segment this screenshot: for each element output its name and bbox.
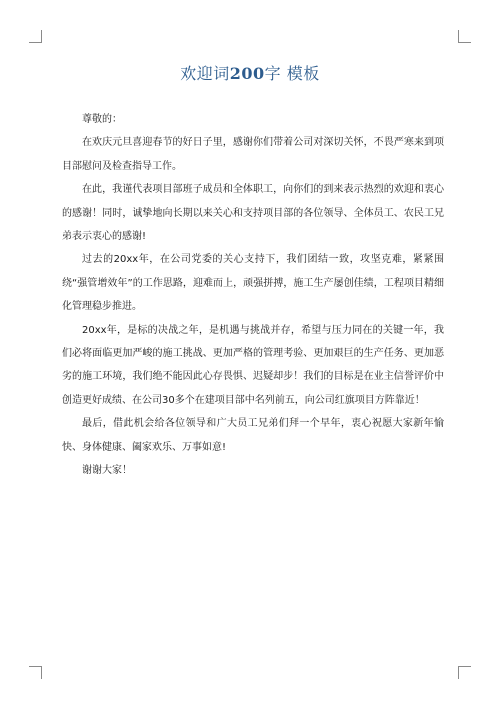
paragraph-1: 在欢庆元旦喜迎春节的好日子里，感谢你们带着公司对深切关怀，不畏严寒来到项目部慰问及检查指导工作。 [62,137,444,172]
crop-mark-top-left [29,30,42,43]
crop-mark-bottom-left [29,666,42,679]
crop-mark-top-right [458,30,471,43]
crop-mark-bottom-right [458,666,471,679]
salutation: 尊敬的： [82,114,122,125]
document-title [60,63,440,85]
paragraph-2: 在此，我谨代表项目部班子成员和全体职工，向你们的到来表示热烈的欢迎和衷心的感谢！同时，诚挚地向长期以来关心和支持项目部的各位领导、全体员工、农民工兄弟表示衷心的感谢! [62,184,444,243]
document-body [62,108,444,483]
closing-line: 谢谢大家！ [82,465,132,477]
title-number: 200 [229,64,265,83]
paragraph-4: 20xx年，是标的决战之年，是机遇与挑战并存，希望与压力同在的关键一年，我们必将面临更加严峻的施工挑战、更加严格的管理考验、更加艰巨的生产任务、更加恶劣的施工环境，我们绝不能因此心存畏惧、迟疑却步！我们的目标是在业主信誉评价中创造更好成绩、在公司30多个在建项目部中名列前五，向公司红旗项目方阵靠近！ [62,324,444,406]
paragraph-3: 过去的20xx年，在公司党委的关心支持下，我们团结一致，攻坚克难，紧紧围绕“强管增效年”的工作思路，迎难而上，顽强拼搏，施工生产屡创佳绩，工程项目精细化管理稳步推进。 [62,254,444,313]
paragraph-5: 最后，借此机会给各位领导和广大员工兄弟们拜一个早年，衷心祝愿大家新年愉快、身体健康、阖家欢乐、万事如意! [62,418,444,453]
title-suffix: 字 模板 [264,64,320,83]
title-prefix: 欢迎词 [180,64,230,83]
